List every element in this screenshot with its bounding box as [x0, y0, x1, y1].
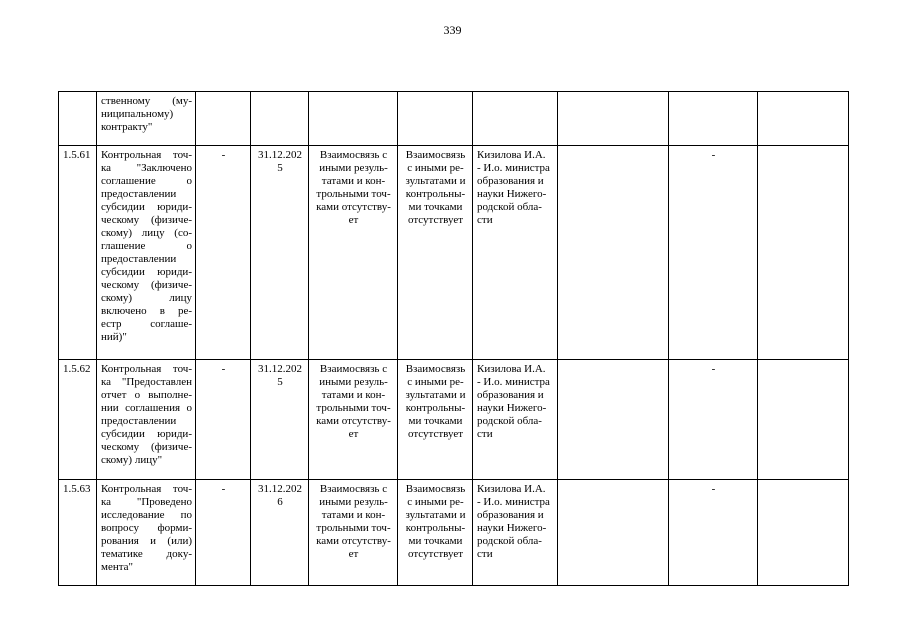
- text-line: ми точками: [408, 415, 463, 427]
- text-line: Кизилова И.А.: [477, 483, 546, 495]
- text-line: контрольны-: [405, 188, 466, 200]
- text-line: предоставлении: [101, 415, 177, 427]
- cell-name: [97, 146, 196, 360]
- text-line: зультатами и: [405, 509, 466, 521]
- text-line: рования и (или): [101, 535, 192, 547]
- text-line: с иными ре-: [407, 496, 464, 508]
- table-row-continuation: [59, 92, 849, 146]
- text-line: 31.12.202: [258, 363, 302, 375]
- table-row: [59, 146, 849, 360]
- cell-col9: -: [669, 146, 758, 360]
- cell-col8: [558, 360, 669, 480]
- text-line: зультатами и: [405, 389, 466, 401]
- text-line: включено в ре-: [101, 305, 192, 317]
- cell-col8: [558, 146, 669, 360]
- text-line: ми точками: [408, 201, 463, 213]
- control-points-table: [58, 91, 849, 586]
- text-line: - И.о. министра: [477, 162, 550, 174]
- text-line: сти: [477, 428, 493, 440]
- text-line: Взаимосвязь: [405, 483, 466, 495]
- cell-name: [97, 92, 196, 146]
- text-line: образования и: [477, 389, 544, 401]
- text-line: нии соглашения о: [101, 402, 192, 414]
- text-line: науки Нижего-: [477, 522, 547, 534]
- cell-col10: [758, 480, 849, 586]
- text-line: иными резуль-: [319, 376, 388, 388]
- table-row: [59, 480, 849, 586]
- cell-relation: [309, 480, 398, 586]
- text-line: отсутствует: [407, 428, 464, 440]
- text-line: ний)": [101, 331, 127, 343]
- text-line: татами и кон-: [321, 175, 386, 187]
- text-line: ет: [348, 548, 359, 560]
- text-line: Кизилова И.А.: [477, 363, 546, 375]
- cell-relation-2: [398, 92, 473, 146]
- text-line: скому) лицу": [101, 454, 163, 466]
- text-line: Взаимосвязь с: [319, 363, 388, 375]
- cell-responsible: [473, 360, 558, 480]
- text-line: предоставлении: [101, 253, 177, 265]
- text-line: трольными точ-: [316, 522, 391, 534]
- text-line: трольными точ-: [316, 402, 391, 414]
- cell-number: 1.5.61: [59, 146, 97, 360]
- text-line: контрольны-: [405, 522, 466, 534]
- text-line: - И.о. министра: [477, 496, 550, 508]
- text-line: родской обла-: [477, 415, 542, 427]
- cell-responsible: [473, 92, 558, 146]
- text-line: образования и: [477, 509, 544, 521]
- text-line: мента": [101, 561, 134, 573]
- text-line: ми точками: [408, 535, 463, 547]
- cell-number: 1.5.62: [59, 360, 97, 480]
- text-line: Контрольная точ-: [101, 363, 192, 375]
- text-line: татами и кон-: [321, 389, 386, 401]
- cell-relation: [309, 360, 398, 480]
- text-line: Взаимосвязь: [405, 363, 466, 375]
- text-line: ка "Заключено: [101, 162, 192, 174]
- cell-responsible: [473, 480, 558, 586]
- text-line: родской обла-: [477, 535, 542, 547]
- text-line: скому) лицу (со-: [101, 227, 192, 239]
- text-line: субсидии юриди-: [101, 201, 192, 213]
- text-line: Контрольная точ-: [101, 483, 192, 495]
- text-line: субсидии юриди-: [101, 266, 192, 278]
- text-line: отчет о выполне-: [101, 389, 192, 401]
- table-row: [59, 360, 849, 480]
- cell-relation: [309, 92, 398, 146]
- cell-col8: [558, 92, 669, 146]
- text-line: ками отсутству-: [316, 415, 391, 427]
- text-line: Кизилова И.А.: [477, 149, 546, 161]
- text-line: отсутствует: [407, 548, 464, 560]
- text-line: 6: [277, 496, 283, 508]
- cell-start: -: [196, 146, 251, 360]
- cell-end: [251, 92, 309, 146]
- cell-col9: -: [669, 480, 758, 586]
- text-line: скому) лицу: [101, 292, 192, 304]
- text-line: ческому (физиче-: [101, 441, 192, 453]
- cell-end: [251, 146, 309, 360]
- cell-col10: [758, 92, 849, 146]
- name-line: ственному (му-: [101, 95, 192, 107]
- cell-col9: [669, 92, 758, 146]
- text-line: татами и кон-: [321, 509, 386, 521]
- text-line: Взаимосвязь с: [319, 483, 388, 495]
- text-line: трольными точ-: [316, 188, 391, 200]
- cell-relation-2: [398, 146, 473, 360]
- text-line: ет: [348, 214, 359, 226]
- cell-relation-2: [398, 480, 473, 586]
- cell-col10: [758, 360, 849, 480]
- text-line: ческому (физиче-: [101, 214, 192, 226]
- text-line: естр соглаше-: [101, 318, 192, 330]
- text-line: 31.12.202: [258, 483, 302, 495]
- cell-name: [97, 360, 196, 480]
- text-line: предоставлении: [101, 188, 177, 200]
- text-line: Контрольная точ-: [101, 149, 192, 161]
- text-line: отсутствует: [407, 214, 464, 226]
- text-line: ками отсутству-: [316, 535, 391, 547]
- cell-col9: -: [669, 360, 758, 480]
- text-line: ет: [348, 428, 359, 440]
- table-body: [59, 92, 849, 586]
- page-number: 339: [443, 23, 462, 37]
- text-line: сти: [477, 214, 493, 226]
- text-line: ка "Проведено: [101, 496, 192, 508]
- text-line: с иными ре-: [407, 376, 464, 388]
- cell-relation-2: [398, 360, 473, 480]
- cell-col8: [558, 480, 669, 586]
- cell-number: 1.5.63: [59, 480, 97, 586]
- text-line: науки Нижего-: [477, 188, 547, 200]
- cell-responsible: [473, 146, 558, 360]
- cell-end: [251, 360, 309, 480]
- cell-start: [196, 92, 251, 146]
- cell-name: [97, 480, 196, 586]
- text-line: Взаимосвязь с: [319, 149, 388, 161]
- text-line: соглашение о: [101, 175, 192, 187]
- cell-start: -: [196, 360, 251, 480]
- text-line: вопросу форми-: [101, 522, 192, 534]
- text-line: - И.о. министра: [477, 376, 550, 388]
- text-line: ками отсутству-: [316, 201, 391, 213]
- text-line: науки Нижего-: [477, 402, 547, 414]
- cell-number: [59, 92, 97, 146]
- text-line: образования и: [477, 175, 544, 187]
- text-line: ка "Предоставлен: [101, 376, 192, 388]
- text-line: с иными ре-: [407, 162, 464, 174]
- text-line: тематике доку-: [101, 548, 192, 560]
- text-line: контрольны-: [405, 402, 466, 414]
- text-line: ческому (физиче-: [101, 279, 192, 291]
- cell-relation: [309, 146, 398, 360]
- text-line: 31.12.202: [258, 149, 302, 161]
- cell-col10: [758, 146, 849, 360]
- name-line: контракту": [101, 121, 153, 133]
- text-line: 5: [277, 376, 283, 388]
- text-line: иными резуль-: [319, 496, 388, 508]
- text-line: родской обла-: [477, 201, 542, 213]
- cell-end: [251, 480, 309, 586]
- text-line: 5: [277, 162, 283, 174]
- text-line: глашение о: [101, 240, 192, 252]
- name-line: ниципальному): [101, 108, 174, 120]
- text-line: Взаимосвязь: [405, 149, 466, 161]
- cell-start: -: [196, 480, 251, 586]
- text-line: исследование по: [101, 509, 192, 521]
- text-line: сти: [477, 548, 493, 560]
- text-line: субсидии юриди-: [101, 428, 192, 440]
- text-line: зультатами и: [405, 175, 466, 187]
- text-line: иными резуль-: [319, 162, 388, 174]
